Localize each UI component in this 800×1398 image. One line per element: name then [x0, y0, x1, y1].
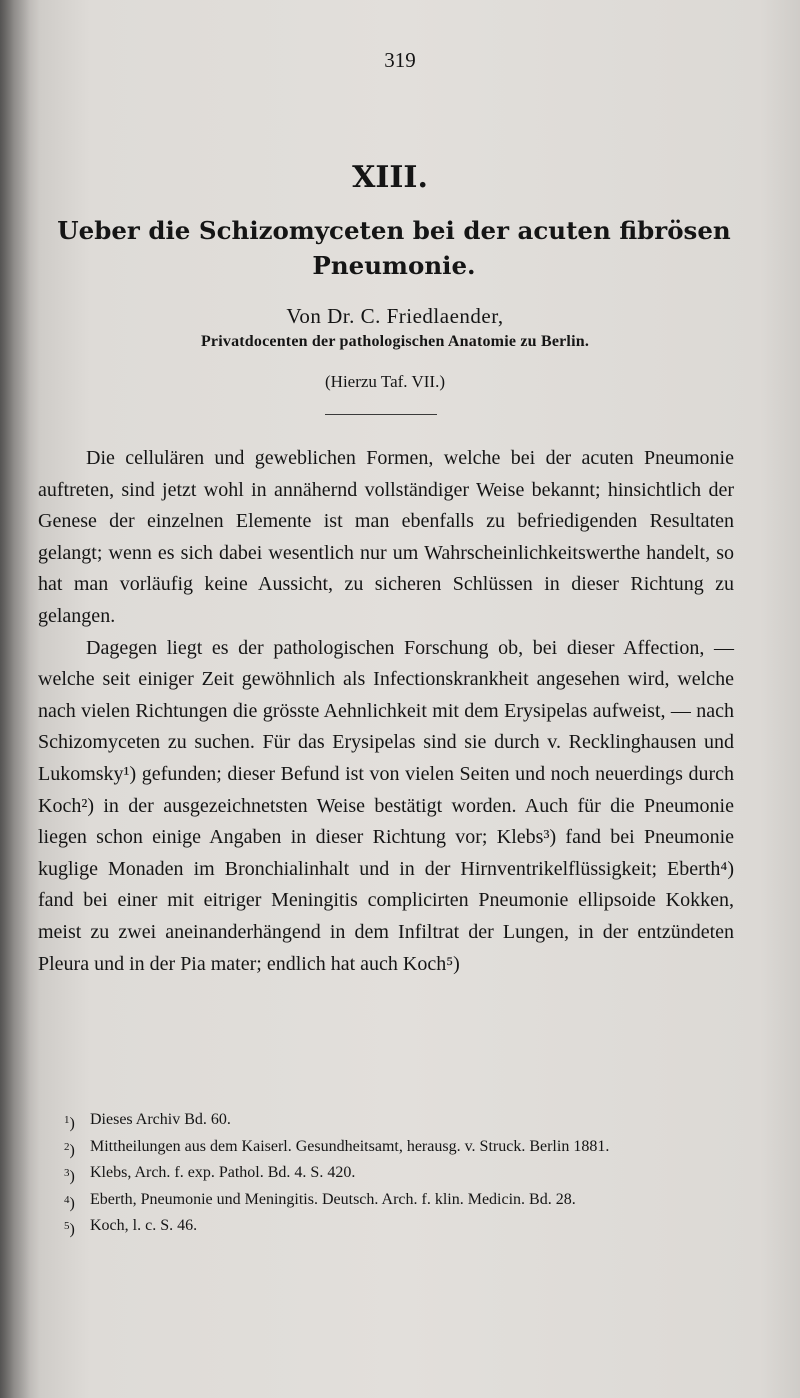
- footnote-text: Mittheilungen aus dem Kaiserl. Gesundheitsamt, herausg. v. Struck. Berlin 1881.: [90, 1137, 610, 1155]
- footnote: [64, 1107, 744, 1134]
- page-number: 319: [384, 48, 416, 72]
- footnotes: [64, 1107, 744, 1240]
- footnote: [64, 1213, 744, 1240]
- footnote-text: Eberth, Pneumonie und Meningitis. Deutsch. Arch. f. klin. Medicin. Bd. 28.: [90, 1190, 576, 1208]
- footnote-marker: $^3$): [64, 1167, 75, 1185]
- plate-reference: (Hierzu Taf. VII.): [325, 372, 445, 391]
- title-line-2: Pneumonie.: [312, 251, 476, 280]
- footnote-marker: $^4$): [64, 1193, 75, 1212]
- author-affiliation: Privatdocenten der pathologischen Anatomie zu Berlin.: [200, 333, 590, 350]
- author-line: Von Dr. C. Friedlaender,: [286, 304, 504, 328]
- title-separator-rule: [325, 414, 437, 415]
- footnote: [64, 1134, 744, 1161]
- footnote-marker: $^2$): [64, 1140, 75, 1159]
- chapter-number: XIII.: [352, 160, 428, 195]
- article-title: [48, 213, 740, 283]
- footnote-text: Koch, l. c. S. 46.: [90, 1217, 198, 1234]
- title-line-1: Ueber die Schizomyceten bei der acuten fibrösen: [57, 216, 731, 245]
- body-text: [38, 443, 734, 980]
- footnote-marker: $^1$): [64, 1114, 75, 1132]
- paragraph: Dagegen liegt es der pathologischen Forschung ob, bei dieser Affection, — welche seit einiger Zeit gewöhnlich als Infectionskrankheit angesehen wird, welche nach vielen Richtungen die grösste Aehnlichkeit mit dem Erysipelas aufweist, — nach Schizomyceten zu suchen. Für das Erysipelas sind sie durch v. Recklinghausen und Lukomsky¹) gefunden; dieser Befund ist von vielen Seiten und noch neuerdings durch Koch²) in der ausgezeichnetsten Weise bestätigt worden. Auch für die Pneumonie liegen schon einige Angaben in dieser Richtung vor; Klebs³) fand bei Pneumonie kuglige Monaden im Bronchialinhalt und in der Hirnventrikelflüssigkeit; Eberth⁴) fand bei einer mit eitriger Meningitis complicirten Pneumonie ellipsoide Kokken, meist zu zwei aneinanderhängend in dem Infiltrat der Lungen, in der entzündeten Pleura und in der Pia mater; endlich hat auch Koch⁵): [38, 636, 734, 975]
- paragraph: Die cellulären und geweblichen Formen, welche bei der acuten Pneumonie auftreten, sind jetzt wohl in annähernd vollständiger Weise bekannt; hinsichtlich der Genese der einzelnen Elemente ist man ebenfalls zu befriedigenden Resultaten gelangt; wenn es sich dabei wesentlich nur um Wahrscheinlichkeitswerthe handelt, so hat man vorläufig keine Aussicht, zu sicheren Schlüssen in dieser Richtung zu gelangen.: [38, 447, 734, 627]
- footnote-marker: $^5$): [64, 1220, 75, 1238]
- footnote: [64, 1160, 744, 1187]
- footnote-text: Dieses Archiv Bd. 60.: [90, 1111, 231, 1128]
- footnote-text: Klebs, Arch. f. exp. Pathol. Bd. 4. S. 420.: [90, 1164, 356, 1181]
- footnote: [64, 1187, 744, 1214]
